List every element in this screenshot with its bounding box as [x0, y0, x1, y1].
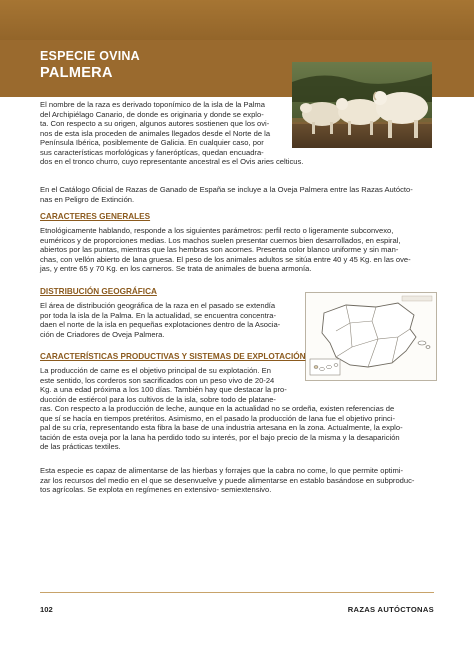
header-band — [0, 0, 474, 40]
catalog-paragraph — [40, 185, 413, 204]
productivas-line: La producción de carne es el objetivo principal de su explotación. En — [40, 366, 271, 375]
intro-line: El nombre de la raza es derivado toponímico de la isla de la Palma — [40, 100, 265, 109]
footer-rule — [40, 592, 434, 593]
productivas-line: ducción de estiércol para los cultivos de la isla, sobre todo de platane- — [40, 394, 276, 404]
intro-line: Península Ibérica, posiblemente de Galicia. En cualquier caso, por — [40, 138, 264, 148]
alimentacion-line: zar los recursos del medio en el que se desenvuelve y puede alimentarse en establo basándose en subproduc- — [40, 475, 415, 485]
intro-line: nos de esta isla proceden de animales llegados desde el Norte de la — [40, 128, 271, 138]
generales-line: Etnológicamente hablando, responde a los siguientes parámetros: perfil recto o ligeramente subconvexo, — [40, 226, 394, 235]
generales-line: euméricos y de proporciones medias. Los machos suelen presentar cuernos bien desarrollados, en espiral, — [40, 235, 401, 245]
productivas-line: ras. Con respecto a la producción de leche, aunque en la actualidad no se ordeña, existen referencias de — [40, 404, 395, 414]
productivas-line: este sentido, los corderos son sacrificados con un peso vivo de 20-24 — [40, 375, 275, 385]
footer-section-name: RAZAS AUTÓCTONAS — [347, 605, 434, 614]
species-label: ESPECIE OVINA — [40, 49, 140, 63]
sheep-photo — [292, 62, 432, 148]
catalog-line: nas en Peligro de Extinción. — [40, 194, 135, 204]
intro-line: dos en el tronco churro, cuyo representante ancestral es el Ovis aries celticus. — [40, 157, 304, 167]
distribucion-line: por toda la isla de la Palma. En la actualidad, se encuentra concentra- — [40, 310, 276, 320]
section-title-distribucion: DISTRIBUCIÓN GEOGRÁFICA — [40, 287, 157, 296]
distribucion-line: daen el norte de la isla en pequeñas explotaciones dentro de la Asocia- — [40, 320, 281, 330]
alimentacion-line: tos agrícolas. Se explota en regímenes en extensivo- semiextensivo. — [40, 485, 272, 495]
catalog-line: En el Catálogo Oficial de Razas de Ganado de España se incluye a la Oveja Palmera entre las Razas Autócto- — [40, 185, 413, 194]
alimentacion-paragraph — [40, 466, 414, 495]
generales-line: chas, con vellón abierto de lana gruesa. El peso de los animales adultos se sitúa entre 40 y 45 Kg. en las ove- — [40, 254, 411, 264]
section-title-productivas: CARACTERÍSTICAS PRODUCTIVAS Y SISTEMAS DE EXPLOTACIÓN — [40, 352, 306, 361]
distribucion-line: ción de Criadores de Oveja Palmera. — [40, 329, 165, 339]
section-title-generales: CARACTERES GENERALES — [40, 212, 151, 221]
generales-line: jas, y entre 65 y 70 Kg. en los carneros. Se trata de animales de buena armonía. — [40, 264, 312, 274]
distribucion-paragraph — [40, 301, 280, 339]
page-number: 102 — [40, 605, 53, 614]
generales-paragraph — [40, 226, 411, 274]
productivas-line: que sí se hacía en tiempos pretéritos. Asimismo, en el pasado la producción de lana fue el objetivo princi- — [40, 413, 395, 423]
productivas-line: pal de su cría, representando esta fibra la base de una industria artesana en la zona. Actualmente, la explo- — [40, 423, 403, 433]
intro-line: del Archipiélago Canario, de donde es originaria y donde se explo- — [40, 109, 264, 119]
intro-paragraph — [40, 100, 303, 167]
intro-line: ta. Con respecto a su origen, algunos autores sostienen que los ovi- — [40, 119, 270, 129]
breed-title: PALMERA — [40, 65, 113, 81]
intro-line: sus características morfológicas y faneróptícas, quedan encuadra- — [40, 147, 264, 157]
productivas-line: de las prácticas textiles. — [40, 442, 121, 452]
productivas-line: Kg. a una edad próxima a los 100 días. También hay que destacar la pro- — [40, 385, 287, 395]
distribucion-line: El área de distribución geográfica de la raza en el pasado se extendía — [40, 301, 276, 310]
generales-line: abiertos por las puntas, mientras que las hembras son acornes. Presenta color blanco uniforme y sin man- — [40, 245, 399, 255]
productivas-line: tación de esta oveja por la lana ha perdido todo su interés, por el bajo precio de la misma y la desaparición — [40, 432, 400, 442]
productivas-paragraph — [40, 366, 403, 452]
alimentacion-line: Esta especie es capaz de alimentarse de las hierbas y forrajes que la cabra no come, lo que permite optimi- — [40, 466, 404, 475]
iberia-outline — [322, 303, 416, 367]
